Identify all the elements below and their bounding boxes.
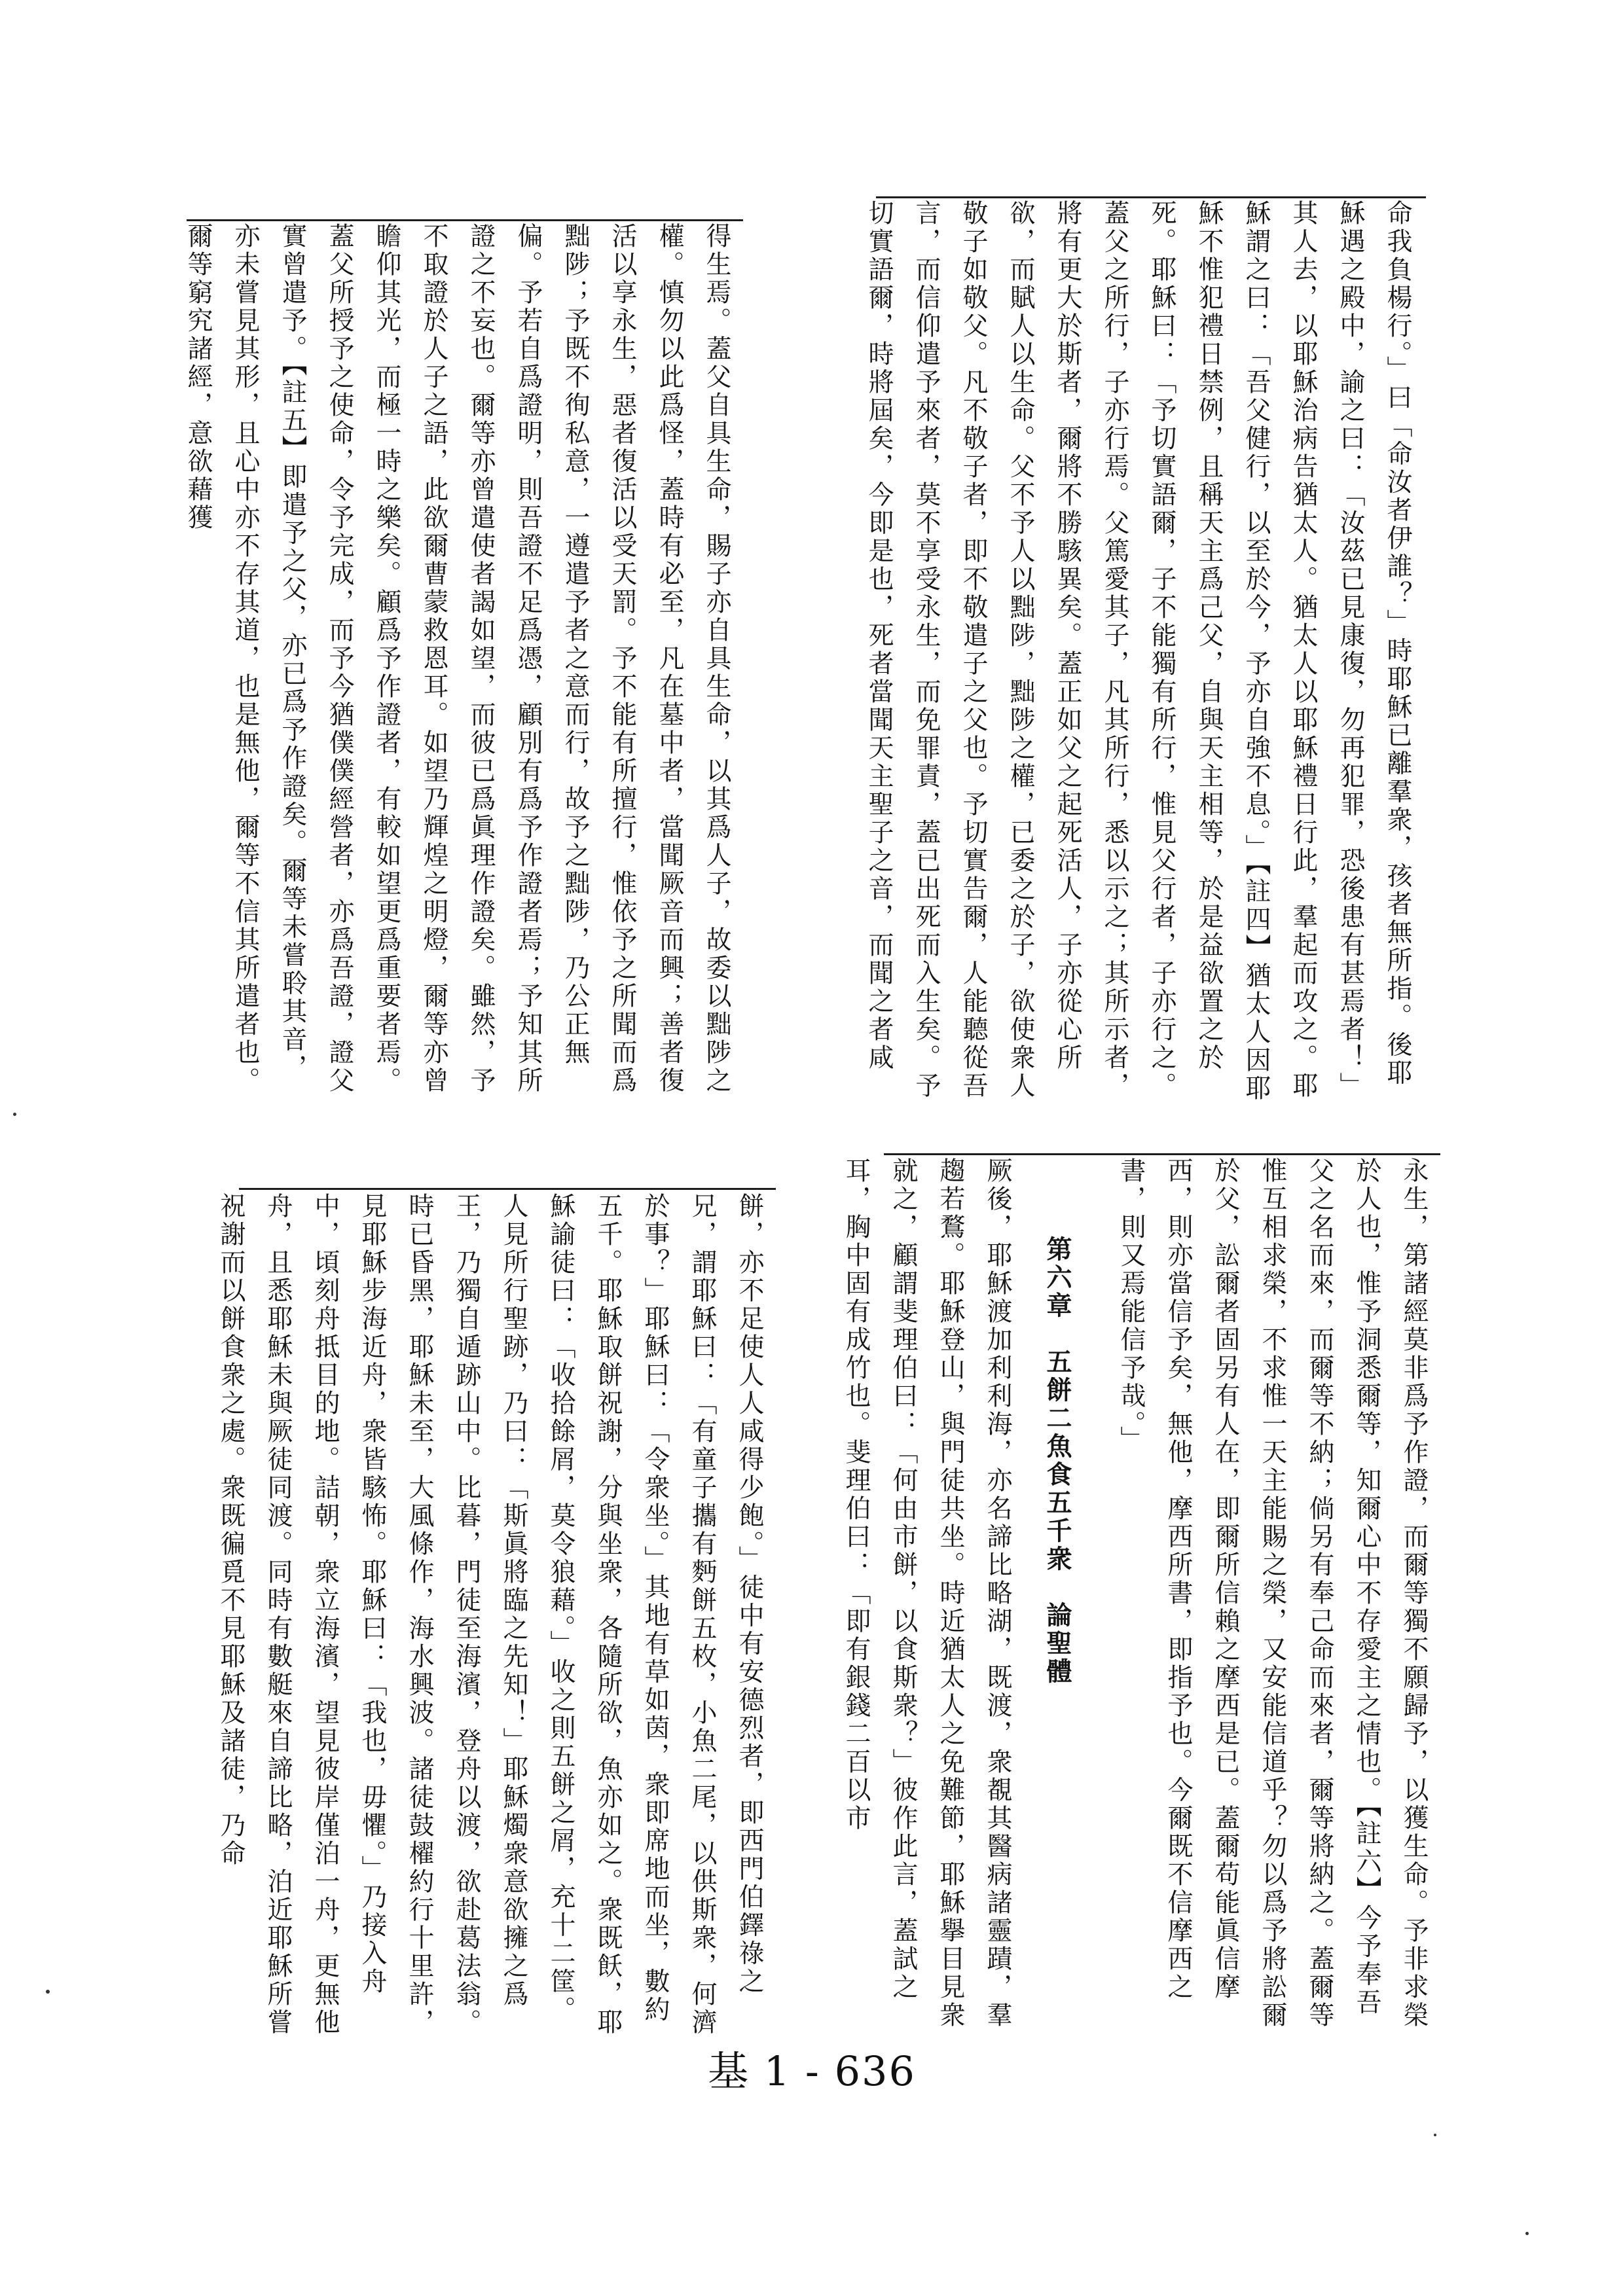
bottom-right-text-block: [841, 1157, 1437, 2034]
scan-speck: [46, 1990, 50, 1994]
top-right-text-block: [864, 200, 1421, 1103]
top-right-rule: [876, 196, 1426, 198]
bottom-right-rule: [884, 1153, 1440, 1155]
bottom-left-paragraph: 餅，亦不足使人人咸得少飽。」徒中有安德烈者，即西門伯鐸祿之兄，謂耶穌曰：「有童子攜有麪餅五枚，小魚二尾，以供斯衆，何濟於事？」耶穌曰：「令衆坐。」其地有草如茵，衆即席地而坐，數約五千。耶穌取餅祝謝，分與坐衆，各隨所欲，魚亦如之。衆既飫，耶穌諭徒曰：「收拾餘屑，莫令狼藉。」收之則五餅之屑，充十二筐。人見所行聖跡，乃曰：「斯眞將臨之先知！」耶穌燭衆意欲擁之爲王，乃獨自遁跡山中。比暮，門徒至海濱，登舟以渡，欲赴葛法翁。時已昏黑，耶穌未至，大風條作，海水興波。諸徒鼓櫂約行十里許，見耶穌步海近舟，衆皆駭怖。耶穌曰：「我也，毋懼。」乃接入舟中，頃刻舟抵目的地。詰朝，衆立海濱，望見彼岸僅泊一舟，更無他舟，且悉耶穌未與厥徒同渡。同時有數艇來自諦比略，泊近耶穌所嘗祝謝而以餅食衆之處。衆既徧覓不見耶穌及諸徒，乃命: [216, 1193, 764, 2037]
scan-speck: [1525, 2232, 1529, 2235]
top-right-paragraph: 命我負楊行。」曰「命汝者伊誰？」時耶穌已離羣衆，孩者無所指。後耶穌遇之殿中，諭之曰：「汝茲已見康復，勿再犯罪，恐後患有甚焉者！」其人去，以耶穌治病告猶太人。猶太人以耶穌禮日行此，羣起而攻之。耶穌謂之曰：「吾父健行，以至於今，予亦自強不息。」【註四】猶太人因耶穌不惟犯禮日禁例，且稱天主爲己父，自與天主相等，於是益欲置之於死。耶穌曰：「予切實語爾，子不能獨有所行，惟見父行者，子亦行之。蓋父之所行，子亦行焉。父篤愛其子，凡其所行，悉以示之；其所示者，將有更大於斯者，爾將不勝駭異矣。蓋正如父之起死活人，子亦從心所欲，而賦人以生命。父不予人以黜陟，黜陟之權，已委之於子，欲使衆人敬子如敬父。凡不敬子者，即不敬遣子之父也。予切實告爾，人能聽從吾言，而信仰遣予來者，莫不享受永生，而免罪責，蓋已出死而入生矣。予切實語爾，時將屆矣，今即是也，死者當聞天主聖子之音，而聞之者咸: [864, 200, 1412, 1103]
scan-speck: [1434, 2134, 1436, 2136]
top-left-rule: [187, 219, 743, 221]
chapter-heading: 第六章 五餅二魚食五千衆 論聖體: [1042, 1236, 1072, 1686]
top-left-paragraph: 得生焉。蓋父自具生命，賜子亦自具生命，以其爲人子，故委以黜陟之權。慎勿以此爲怪，蓋時有必至，凡在墓中者，當聞厥音而興；善者復活以享永生，惡者復活以受天罰。予不能有所擅行，惟依予之所聞而爲黜陟；予既不徇私意，一遵遣予者之意而行，故予之黜陟，乃公正無偏。予若自爲證明，則吾證不足爲憑，顧別有爲予作證者焉；予知其所證之不妄也。爾等亦曾遣使者謁如望，而彼已爲眞理作證矣。雖然，予不取證於人子之語，此欲爾曹蒙救恩耳。如望乃輝煌之明燈，爾等亦曾瞻仰其光，而極一時之樂矣。顧爲予作證者，有較如望更爲重要者焉。蓋父所授予之使命，令予完成，而予今猶僕僕經營者，亦爲吾證，證父實曾遣予。【註五】即遣予之父，亦已爲予作證矣。爾等未嘗聆其音，亦未嘗見其形，且心中亦不存其道，也是無他，爾等不信其所遣者也。爾等窮究諸經，意欲藉獲: [183, 223, 731, 1095]
top-left-text-block: [183, 223, 740, 1100]
chapter-paragraph: 厥後，耶穌渡加利利海，亦名諦比略湖，既渡，衆覩其醫病諸靈蹟，羣趨若鶩。耶穌登山，與門徒共坐。時近猶太人之免難節，耶穌擧目見衆就之，顧謂斐理伯曰：「何由市餅，以食斯衆？」彼作此言，蓋試之耳，胸中固有成竹也。斐理伯曰：「即有銀錢二百以市: [841, 1157, 1012, 2030]
scan-speck: [13, 1113, 16, 1116]
bottom-right-paragraph: 永生，第諸經莫非爲予作證，而爾等獨不願歸予，以獲生命。予非求榮於人也，惟予洞悉爾等，知爾心中不存愛主之情也。【註六】今予奉吾父之名而來，而爾等不納；倘另有奉己命而來者，爾等將納之。蓋爾等惟互相求榮，不求惟一天主能賜之榮，又安能信道乎？勿以爲予將訟爾於父，訟爾者固另有人在，即爾所信賴之摩西是已。蓋爾苟能眞信摩西，則亦當信予矣，無他，摩西所書，即指予也。今爾既不信摩西之書，則又焉能信予哉。」: [1116, 1157, 1429, 2030]
page-number: 基 1 - 636: [708, 2047, 916, 2095]
bottom-left-text-block: [216, 1193, 773, 2043]
bottom-left-rule: [239, 1188, 776, 1190]
